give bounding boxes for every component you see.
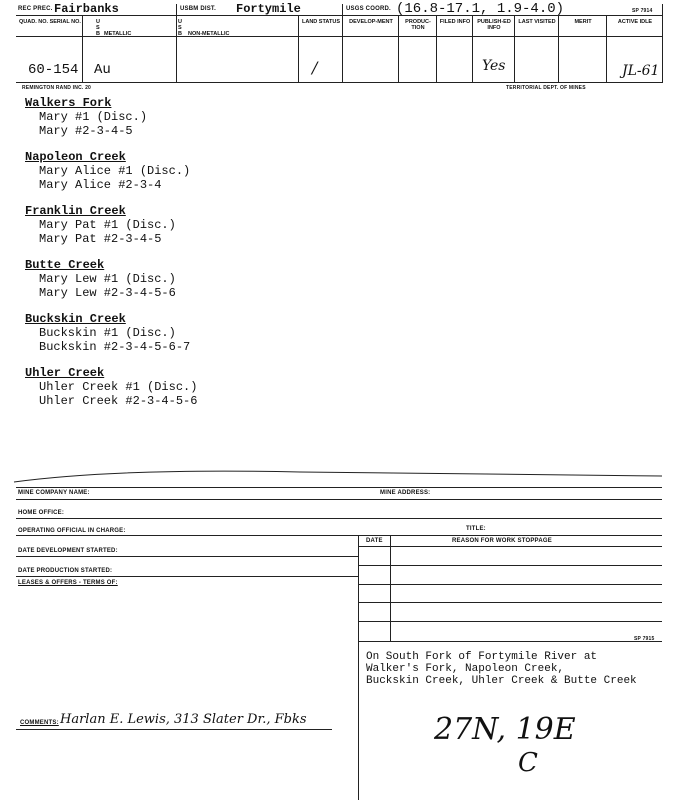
- claim-line: Mary Pat #1 (Disc.): [39, 218, 176, 232]
- claim-line: Mary Alice #1 (Disc.): [39, 164, 191, 178]
- creek-name: Napoleon Creek: [25, 150, 126, 164]
- handwritten-letter: C: [518, 748, 538, 778]
- claim-line: Uhler Creek #2-3-4-5-6: [39, 394, 198, 408]
- creek-entry: [25, 96, 197, 150]
- usbm-dist-label: USBM DIST.: [180, 6, 217, 12]
- creek-entry: [25, 150, 197, 204]
- operating-official-label: OPERATING OFFICIAL IN CHARGE:: [18, 528, 126, 534]
- creek-entry: [25, 312, 197, 366]
- creek-entry: [25, 258, 197, 312]
- creek-name: Franklin Creek: [25, 204, 126, 218]
- active-idle-value: JL-61: [622, 63, 660, 79]
- col-quad-serial: QUAD. NO. SERIAL NO.: [19, 19, 81, 25]
- mine-company-name-label: MINE COMPANY NAME:: [18, 490, 90, 496]
- dept-label: TERRITORIAL DEPT. OF MINES: [506, 85, 586, 91]
- claim-line: Mary #1 (Disc.): [39, 110, 148, 124]
- col-metallic: U S B METALLIC: [96, 19, 132, 37]
- col-last-visited: LAST VISITED: [518, 19, 556, 25]
- comments-label: COMMENTS:: [20, 720, 59, 726]
- reason-col-label: REASON FOR WORK STOPPAGE: [452, 538, 552, 544]
- title-label: TITLE:: [466, 526, 486, 532]
- handwritten-grid: 27N, 19E: [434, 712, 576, 747]
- tear-line: [0, 466, 678, 486]
- claim-line: Buckskin #2-3-4-5-6-7: [39, 340, 191, 354]
- claim-line: Mary Alice #2-3-4: [39, 178, 162, 192]
- metallic-value: Au: [94, 62, 111, 78]
- dev-started-label: DATE DEVELOPMENT STARTED:: [18, 548, 118, 554]
- published-info-value: Yes: [482, 58, 506, 74]
- creek-list: [25, 96, 197, 420]
- claim-line: Mary Pat #2-3-4-5: [39, 232, 162, 246]
- rec-prec-value: Fairbanks: [54, 2, 119, 16]
- leases-label: LEASES & OFFERS - TERMS OF:: [18, 580, 118, 586]
- prod-started-label: DATE PRODUCTION STARTED:: [18, 568, 113, 574]
- quad-serial-value: 60-154: [28, 62, 79, 78]
- usgs-coord-value: (16.8-17.1, 1.9-4.0): [396, 1, 565, 17]
- claim-line: Mary Lew #2-3-4-5-6: [39, 286, 176, 300]
- printer-mark: REMINGTON RAND INC. 20: [22, 85, 92, 91]
- col-development: DEVELOP-MENT: [349, 19, 393, 25]
- creek-entry: [25, 366, 197, 420]
- claim-line: Mary Lew #1 (Disc.): [39, 272, 176, 286]
- claim-line: Buckskin #1 (Disc.): [39, 326, 176, 340]
- creek-name: Uhler Creek: [25, 366, 105, 380]
- creek-name: Butte Creek: [25, 258, 105, 272]
- creek-name: Buckskin Creek: [25, 312, 126, 326]
- col-merit: MERIT: [574, 19, 592, 25]
- col-production: PRODUC-TION: [405, 19, 431, 31]
- form-number-2: SP 7915: [634, 636, 655, 642]
- rec-prec-label: REC PREC.: [18, 6, 53, 12]
- col-land-status: LAND STATUS: [302, 19, 340, 25]
- comments-value: Harlan E. Lewis, 313 Slater Dr., Fbks: [60, 712, 307, 727]
- form-number: SP 7914: [632, 8, 653, 14]
- usbm-dist-value: Fortymile: [236, 2, 301, 16]
- location-note: On South Fork of Fortymile River at Walker's Fork, Napoleon Creek, Buckskin Creek, Uhler Creek & Butte Creek: [366, 651, 637, 687]
- col-published-info: PUBLISH-ED INFO: [477, 19, 511, 31]
- home-office-label: HOME OFFICE:: [18, 510, 65, 516]
- col-non-metallic: U S B NON-METALLIC: [178, 19, 230, 37]
- creek-entry: [25, 204, 197, 258]
- date-col-label: DATE: [366, 538, 383, 544]
- creek-name: Walkers Fork: [25, 96, 112, 110]
- claim-line: Uhler Creek #1 (Disc.): [39, 380, 198, 394]
- land-status-value: /: [312, 58, 318, 77]
- claim-line: Mary #2-3-4-5: [39, 124, 133, 138]
- mine-address-label: MINE ADDRESS:: [380, 490, 431, 496]
- col-active-idle: ACTIVE IDLE: [617, 19, 653, 25]
- usgs-coord-label: USGS COORD.: [346, 6, 391, 12]
- col-filed-info: FILED INFO: [439, 19, 471, 25]
